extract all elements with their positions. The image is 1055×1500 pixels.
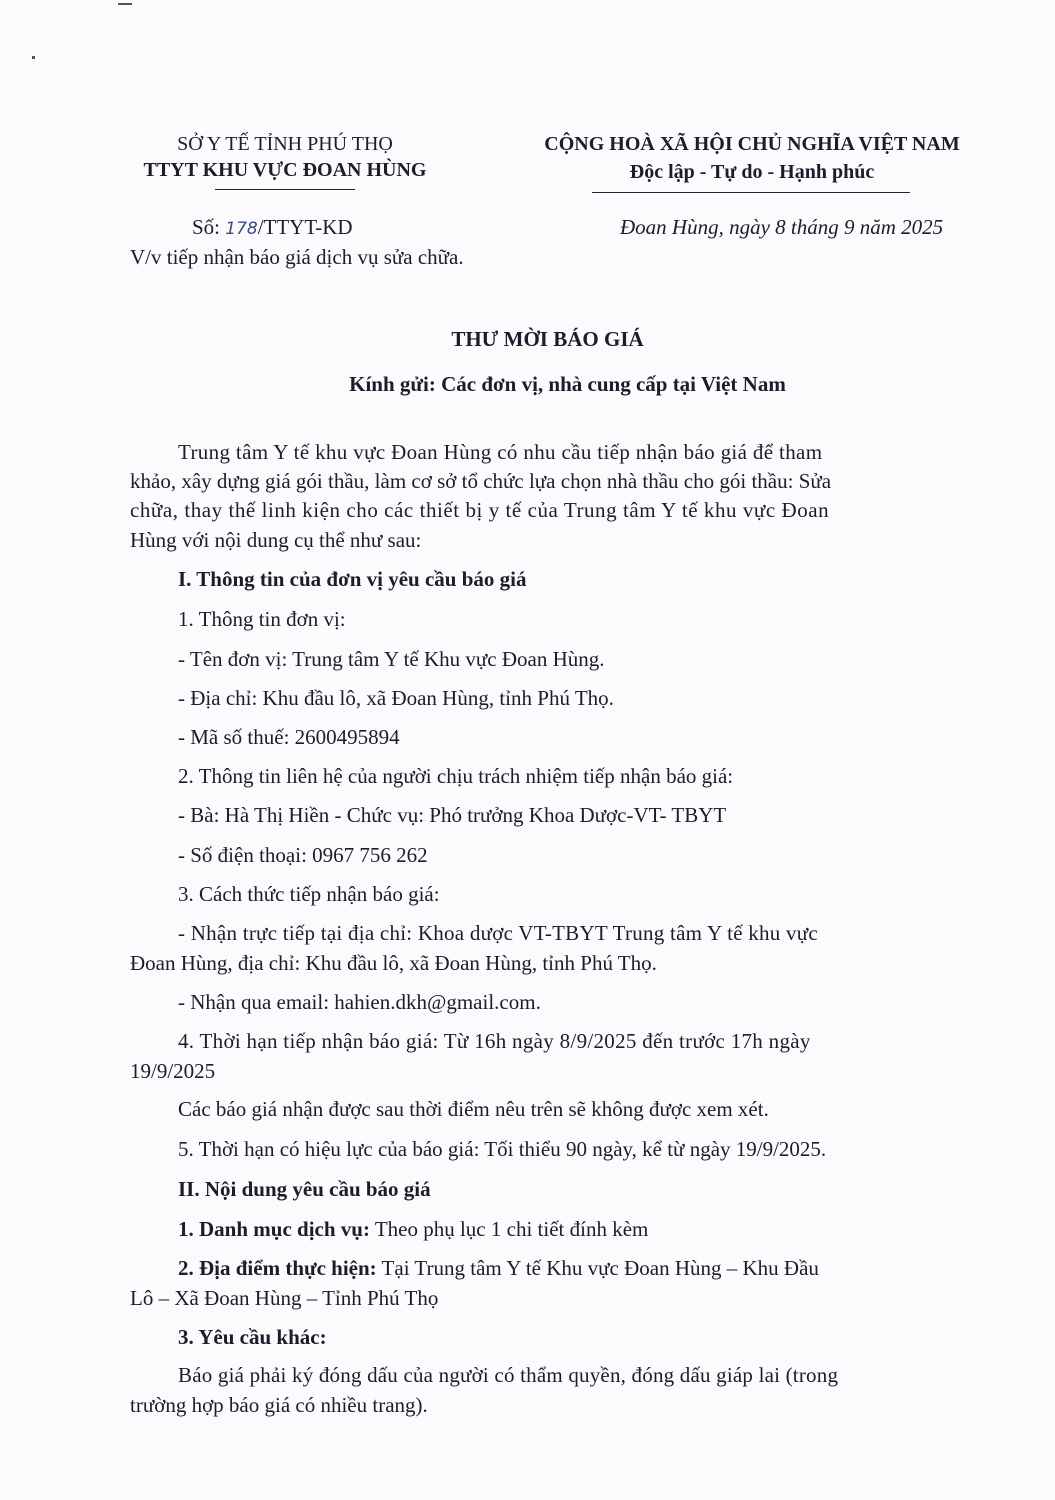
- info-item: - Nhận trực tiếp tại địa chỉ: Khoa dược VT-TBYT Trung tâm Y tế khu vực: [178, 921, 818, 945]
- other-requirement: Báo giá phải ký đóng dấu của người có thẩm quyền, đóng dấu giáp lai (trong: [178, 1363, 839, 1387]
- national-motto: Độc lập - Tự do - Hạnh phúc: [629, 161, 875, 183]
- section-heading-1: I. Thông tin của đơn vị yêu cầu báo giá: [178, 567, 527, 591]
- greeting: Kính gửi: Các đơn vị, nhà cung cấp tại Việt Nam: [349, 372, 786, 396]
- info-item: - Địa chỉ: Khu đầu lô, xã Đoan Hùng, tỉnh Phú Thọ.: [178, 686, 614, 710]
- handwritten-number: 178: [225, 219, 258, 239]
- info-item: - Mã số thuế: 2600495894: [178, 725, 400, 749]
- info-item: 5. Thời hạn có hiệu lực của báo giá: Tối thiểu 90 ngày, kể từ ngày 19/9/2025.: [178, 1137, 827, 1161]
- info-item: 3. Cách thức tiếp nhận báo giá:: [178, 882, 440, 906]
- place-date: Đoan Hùng, ngày 8 tháng 9 năm 2025: [620, 215, 944, 239]
- info-item: - Bà: Hà Thị Hiền - Chức vụ: Phó trưởng Khoa Dược-VT- TBYT: [178, 803, 727, 827]
- intro-line: Hùng với nội dung cụ thể như sau:: [130, 528, 422, 552]
- intro-line: khảo, xây dựng giá gói thầu, làm cơ sở tổ chức lựa chọn nhà thầu cho gói thầu: Sửa: [130, 469, 832, 493]
- info-item: - Nhận qua email: hahien.dkh@gmail.com.: [178, 990, 541, 1014]
- request-item: [178, 1217, 648, 1242]
- info-item: 1. Thông tin đơn vị:: [178, 607, 346, 631]
- scan-speck: [32, 56, 35, 59]
- request-item: [178, 1256, 819, 1281]
- document-title: THƯ MỜI BÁO GIÁ: [451, 327, 644, 351]
- header-right-underline: [592, 192, 910, 193]
- info-item: - Số điện thoại: 0967 756 262: [178, 843, 428, 867]
- request-item-label: 2. Địa điểm thực hiện:: [178, 1256, 377, 1280]
- ministry-name: SỞ Y TẾ TỈNH PHÚ THỌ: [177, 133, 393, 155]
- center-name: TTYT KHU VỰC ĐOAN HÙNG: [143, 159, 427, 181]
- info-item: Đoan Hùng, địa chỉ: Khu đầu lô, xã Đoan Hùng, tỉnh Phú Thọ.: [130, 951, 657, 975]
- intro-line: Trung tâm Y tế khu vực Đoan Hùng có nhu cầu tiếp nhận báo giá để tham: [178, 440, 823, 464]
- number-prefix: Số:: [192, 215, 221, 239]
- section-heading-2: II. Nội dung yêu cầu báo giá: [178, 1177, 431, 1201]
- info-item: 19/9/2025: [130, 1059, 216, 1083]
- request-item-text: Theo phụ lục 1 chi tiết đính kèm: [369, 1217, 649, 1241]
- document-number: [192, 215, 353, 240]
- national-title: CỘNG HOÀ XÃ HỘI CHỦ NGHĨA VIỆT NAM: [544, 133, 960, 155]
- request-item-text: Tại Trung tâm Y tế Khu vực Đoan Hùng – Khu Đầu: [376, 1256, 819, 1280]
- request-item-label: 1. Danh mục dịch vụ:: [178, 1217, 370, 1241]
- other-requirement: trường hợp báo giá có nhiều trang).: [130, 1393, 428, 1417]
- number-suffix: /TTYT-KD: [257, 215, 353, 239]
- request-item-label: 3. Yêu cầu khác:: [178, 1325, 327, 1349]
- intro-line: chữa, thay thế linh kiện cho các thiết bị y tế của Trung tâm Y tế khu vực Đoan: [130, 498, 830, 522]
- header-left-underline: [215, 189, 355, 190]
- info-item: 2. Thông tin liên hệ của người chịu trách nhiệm tiếp nhận báo giá:: [178, 764, 734, 788]
- scan-speck: [118, 3, 132, 5]
- subject-line: V/v tiếp nhận báo giá dịch vụ sửa chữa.: [130, 245, 464, 269]
- request-item-continued: Lô – Xã Đoan Hùng – Tỉnh Phú Thọ: [130, 1286, 439, 1310]
- info-item: - Tên đơn vị: Trung tâm Y tế Khu vực Đoan Hùng.: [178, 647, 605, 671]
- info-item: Các báo giá nhận được sau thời điểm nêu trên sẽ không được xem xét.: [178, 1097, 769, 1121]
- info-item: 4. Thời hạn tiếp nhận báo giá: Từ 16h ngày 8/9/2025 đến trước 17h ngày: [178, 1029, 811, 1053]
